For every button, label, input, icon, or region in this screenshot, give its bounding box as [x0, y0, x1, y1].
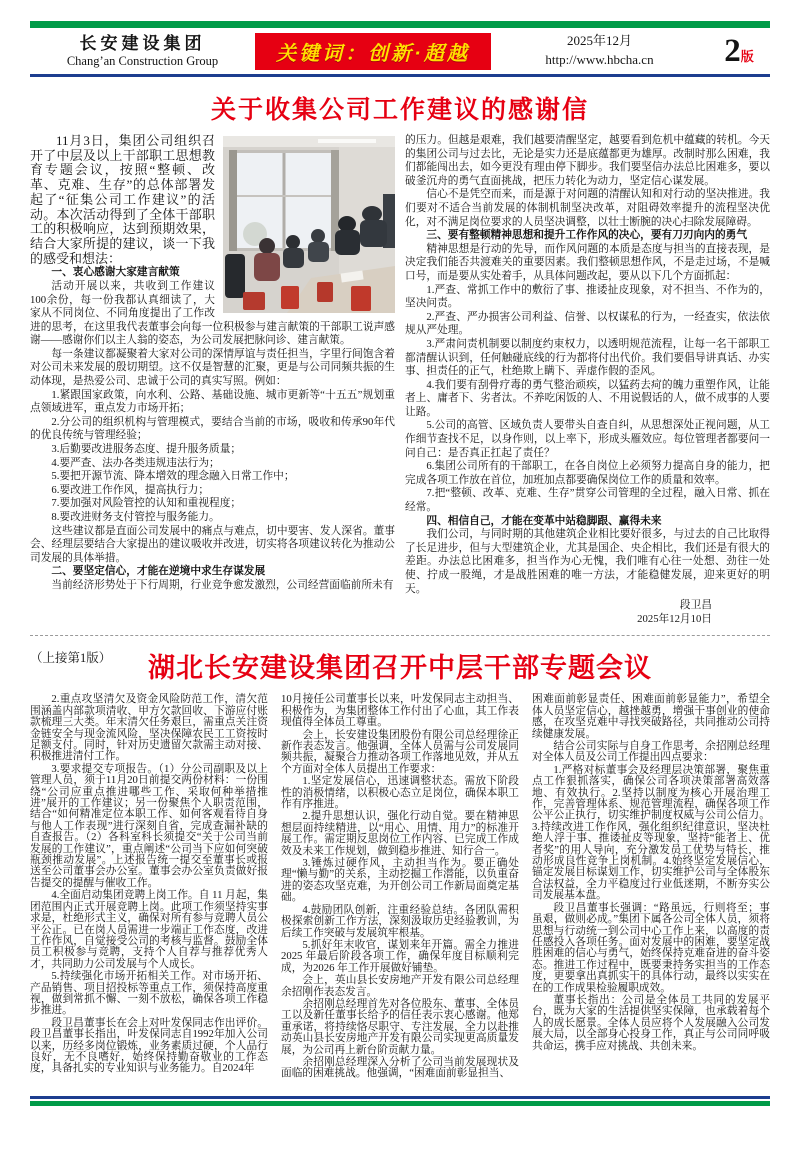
page-unit: 版 — [740, 48, 754, 64]
keyword-banner-text: 关键词：创新·超越 — [276, 42, 470, 65]
section-heading: 一、衷心感谢大家建言献策 — [51, 266, 180, 279]
paragraph: 5.持续强化市场开拓相关工作。对市场开拓、产品销售、项目招投标等重点工作，须保持高度重视，做到常抓不懈、一刻不放松，确保各项工作稳步推进。 — [30, 970, 268, 1017]
meeting-photo-illustration — [223, 136, 395, 313]
paragraph: 余招刚总经理深入分析了公司当前发展现状及面临的困难挑战。他强调，“困难面前彰显担当、 — [281, 1055, 519, 1080]
list-item: 7.把“整顿、改革、克难、生存”贯穿公司管理的全过程，融入日常、抓在经常。 — [405, 487, 770, 514]
list-item: 1.坚定发展信心，迅速调整状态。需放下阶段性的消极情绪，以积极心态立足岗位，确保本职工作有序推进。 — [281, 775, 519, 811]
paragraph: 余招刚总经理首先对各位股东、董事、全体员工以及新任董事长给予的信任表示衷心感谢。他郑重承诺，将持续恪尽职守、专注发展，全力以赴推动英山县长安房地产开发有限公司实现更高质量发展，为公司再上新台阶贡献力量。 — [281, 997, 519, 1056]
article2-title: 湖北长安建设集团召开中层干部专题会议 — [148, 653, 652, 684]
meeting-photo — [223, 136, 395, 313]
organization-name-cn: 长安建设集团 — [79, 33, 206, 53]
paragraph: 段卫昌董事长在会上对叶发保同志作出评价。段卫昌董事长指出，叶发保同志自1992年加入公司以来，历经多岗位锻炼，业务素质过硬，个人品行良好，无不良嗜好，始终保持勤奋敬业的工作态度，具备扎实的专业知识与业务能力。自2024年 — [30, 1016, 268, 1075]
top-green-rule — [30, 21, 770, 28]
signature-name: 段卫昌 — [679, 599, 712, 612]
issue-date: 2025年12月 — [566, 33, 632, 49]
paragraph: 3.要求提交专项报告。（1）分公司副职及以上管理人员，须于11月20日前提交两份材料：一份围绕“公司应重点推进哪些工作、采取何种举措推进”展开的工作建议；另一份聚焦个人职责范围，结合“如何精准定位本职工作、如何客观看待自身与他人工作表现”进行深刻自省，完成查漏补缺的自查报告。（2）各科室科长须提交“关于公司当前发展的工作建议”，重点阐述“公司当下应如何突破瓶颈推动发展”。上述报告统一提交至董事长或报送至公司董事会办公室。董事会办公室负责做好报告提交的提醒与催收工作。 — [30, 762, 268, 889]
list-item: 3.锤炼过硬作风，主动担当作为。要正确处理“懒与勤”的关系，主动挖掘工作潜能，以负重奋进的姿态攻坚克难，为开创公司工作新局面奠定基础。 — [281, 857, 519, 904]
paragraph: 的压力。但越是艰难，我们越要清醒坚定，越要看到危机中蕴藏的转机。今天的集团公司与过去比，无论是实力还是底蕴都更为雄厚。改制时那么困难，我们都能闯出去，如今更没有理由停下脚步。我们要坚信办法总比困难多，要以破釜沉舟的勇气直面挑战，把压力转化为动力，坚定信心谋发展。 — [405, 134, 770, 187]
list-item: 7.要加强对风险管控的认知和重视程度； — [51, 497, 242, 510]
list-item: 4.我们要有刮骨疗毒的勇气整治顽疾，以猛药去疴的魄力重塑作风，让能者上、庸者下、劣者汰。不养吃闲饭的人、不用说假话的人，做不成事的人要让路。 — [405, 378, 770, 418]
paragraph: 信心不是凭空而来，而是源于对问题的清醒认知和对行动的坚决推进。我们要对不适合当前发展的体制机制坚决改革，对阻碍效率提升的流程坚决优化，对不满足岗位要求的人员坚决调整，以壮士断腕的决心扫除发展障碍。 — [405, 188, 770, 228]
paragraph: 会上，英山县长安房地产开发有限公司总经理余招刚作表态发言。 — [281, 974, 519, 998]
article1-left-column — [30, 134, 395, 626]
paragraph: 2.重点攻坚清欠及资金风险防范工作，清欠范围涵盖内部款项清收、甲方欠款回收、下游应付账款梳理三大类。年末清欠任务艰巨，需重点关注资金链安全与现金流风险，坚决保障农民工工资按时足额支付。同时，针对历史遗留欠款需主动对接、积极推进清付工作。 — [30, 693, 268, 763]
paragraph: 4.全面启动集团竞聘上岗工作。自 11 月起，集团范围内正式开展竞聘上岗。此项工作须坚持实事求是，杜绝形式主义，确保对所有参与竞聘人员公平公正。已在岗人员需进一步端正工作态度，改进工作作风，自觉接受公司的考核与监督。鼓励全体员工积极参与竞聘，支持个人自荐与推荐优秀人才，共同助力公司发展与个人成长。 — [30, 889, 268, 970]
paragraph: 1.严格对标董事会及经理层决策部署，聚焦重点工作狠抓落实，确保公司各项决策部署高效落地、有效执行。2.坚持以制度为核心开展治理工作，完善管理体系、规范管理流程，确保各项工作公平公正执行，切实维护制度权威与公司公信力。3.持续改进工作作风，强化组织纪律意识，坚决杜绝人浮于事、推诿扯皮等现象，坚持“能者上、优者奖”的用人导向，充分激发员工优势与特长，推动形成良性竞争上岗机制。4.始终坚定发展信心，锚定发展目标谋划工作，切实维护公司与全体股东合法权益，全力平稳度过行业低迷期，不断夯实公司发展基本盘。 — [532, 763, 770, 902]
list-item: 6.集团公司所有的干部职工，在各自岗位上必须努力提高自身的能力，把完成各项工作放在首位，加班加点都要确保岗位工作的质量和效率。 — [405, 460, 770, 486]
paragraph: 董事长指出：公司是全体员工共同的发展平台，既为大家的生活提供坚实保障，也承载着每个人的成长愿景。全体人员应将个人发展融入公司发展大局，以全部身心投身工作，真正与公司同呼吸共命运，携手应对挑战、共创未来。 — [532, 993, 770, 1052]
paragraph: 困难面前彰显责任、困难面前彰显能力”，希望全体人员坚定信心，越挫越勇，增强干事创业的使命感，在攻坚克难中寻找突破路径，共同推动公司持续健康发展。 — [532, 693, 770, 740]
list-item: 6.要改进工作作风，提高执行力； — [51, 483, 210, 496]
continued-note: （上接第1版） — [30, 651, 112, 666]
list-item: 8.要改进财务支付管控与服务能力。 — [51, 511, 220, 524]
list-item: 3.严肃问责机制要以制度约束权力，以透明规范流程，让每一名干部职工都清醒认识到，任何触碰底线的行为都将付出代价。我们要倡导讲真话、办实事、担责任的正气，杜绝欺上瞒下、弄虚作假的歪风。 — [405, 337, 770, 378]
list-item: 4.鼓励团队创新，注重经验总结。各团队需积极探索创新工作方法，深刻汲取历史经验教训，为后续工作突破与发展筑牢根基。 — [281, 903, 519, 939]
organization-block — [30, 33, 255, 70]
list-item: 2.严查、严办损害公司利益、信誉、以权谋私的行为，一经查实，依法依规从严处理。 — [405, 310, 770, 337]
paragraph: 精神思想是行动的先导，而作风问题的本质是态度与担当的直接表现，是决定我们能否共渡难关的重要因素。我们整顿思想作风，不是走过场，不是喊口号，而是要从实处着手，从具体问题改起，要从以下几个方面抓起： — [405, 242, 770, 282]
paragraph: 段卫昌董事长强调：“路虽远，行则将至；事虽艰，做则必成。”集团下属各公司全体人员，须将思想与行动统一到公司中心工作上来，以高度的责任感投入各项任务。面对发展中的困难，要坚定战胜困难的信心与勇气，始终保持克难奋进的奋斗姿态。推进工作过程中，既要秉持务实担当的工作态度，更要拿出真抓实干的具体行动，最终以实实在在的工作成果检验履职成效。 — [532, 901, 770, 994]
list-item: 3.后勤要改进服务态度、提升服务质量； — [51, 443, 242, 456]
article2-header — [30, 636, 770, 685]
article1-body — [30, 134, 770, 626]
footer-green-rule — [30, 1101, 770, 1106]
list-item: 5.抓好年末收官，谋划来年开篇。需全力推进2025 年最后阶段各项工作，确保年度目标顺利完成，为2026 年工作开展做好铺垫。 — [281, 938, 519, 974]
list-item: 1.紧跟国家政策，向水利、公路、基础设施、城市更新等“十五五”规划重点领域进军，重点发力市场开拓； — [30, 388, 395, 415]
paragraph: 每一条建议都凝聚着大家对公司的深情厚谊与责任担当，字里行间饱含着对公司未来发展的殷切期望。这不仅是智慧的汇聚，更是与公司同频共振的生动体现，是热爱公司、忠诚于公司的真实写照。例如： — [30, 347, 395, 388]
section-heading: 三、要有整顿精神思想和提升工作作风的决心，要有刀刃向内的勇气 — [426, 229, 748, 242]
article2-column-3 — [532, 694, 770, 1080]
section-heading: 四、相信自己，才能在变革中站稳脚跟、赢得未来 — [426, 514, 662, 527]
list-item: 2.分公司的组织机构与管理模式，要结合当前的市场，吸收和传承90年代的优良传统与管理经验； — [30, 415, 395, 442]
page-number-block — [708, 33, 770, 70]
list-item: 5.要把开源节流、降本增效的理念融入日常工作中； — [51, 470, 295, 483]
organization-name-en: Chang’an Construction Group — [66, 53, 219, 68]
paragraph: 这些建议都是直面公司发展中的痛点与难点，切中要害、发人深省。董事会、经理层要结合大家提出的建议吸收并改进，切实将各项建议转化为推动公司发展的具体举措。 — [30, 524, 395, 564]
list-item: 5.公司的高管、区域负责人要带头自查自纠，从思想深处正视问题，从工作细节查找不足，以身作则，以上率下，形成头雁效应。每位管理者都要问一问自己：是否真正扛起了责任？ — [405, 419, 770, 459]
article2-column-1 — [30, 694, 268, 1080]
website-url: http://www.hbcha.cn — [545, 52, 654, 67]
list-item: 2.提升思想认识，强化行动自觉。要在精神思想层面持续精进，以“用心、用情、用力”的标准开展工作。需定期反思岗位工作内容、已完成工作成效及未来工作规划，做到稳步推进、知行合一。 — [281, 810, 519, 857]
list-item: 1.严查、常抓工作中的敷衍了事、推诿扯皮现象，对不担当、不作为的，坚决问责。 — [405, 283, 770, 310]
page-sheet — [30, 21, 770, 1081]
paragraph: 会上，长安建设集团股份有限公司总经理徐正新作表态发言。他强调，全体人员需与公司发展同频共振，凝聚合力推动各项工作落地见效，并从五个方面对全体人员提出工作要求： — [281, 728, 519, 775]
page-footer — [30, 1096, 770, 1106]
keyword-banner — [255, 33, 491, 70]
paragraph: 10月接任公司董事长以来，叶发保同志主动担当、积极作为，为集团整体工作付出了心血，其工作表现值得全体员工尊重。 — [281, 693, 519, 729]
article2-column-2 — [281, 694, 519, 1080]
paragraph: 我们公司，与同时期的其他建筑企业相比要好很多，与过去的自己比取得了长足进步，但与大型建筑企业，尤其是国企、央企相比，我们还是有很大的差距。办法总比困难多，担当作为心无愧，我们唯有心往一处想、劲往一处使、拧成一股绳，才是战胜困难的唯一方法，才能稳健发展，迎来更好的明天。 — [405, 528, 770, 595]
signature-date: 2025年12月10日 — [637, 612, 712, 625]
footer-blue-rule — [30, 1096, 770, 1099]
signature-block — [405, 599, 770, 626]
article1-intro: 11月3日，集团公司组织召开了中层及以上干部职工思想教育专题会议，按照“整顿、改革、克难、生存”的总体部署发起了“征集公司工作建议”的活动。本次活动得到了全体干部职工的积极响应，达到预期效果，结合大家所提的建议，谈一下我的感受和想法： — [30, 133, 215, 266]
paragraph: 活动开展以来，共收到工作建议100余份，每一份我都认真细读了，大家从不同岗位、不同角度提出了工作改进的思考，在这里我代表董事会向每一位积极参与建言献策的干部职工说声感谢——感谢你们以主人翁的姿态，为公司发展把脉问诊、建言献策。 — [30, 279, 395, 347]
article2-body — [30, 694, 770, 1080]
page-number: 2 — [724, 32, 741, 69]
paragraph: 结合公司实际与自身工作思考，余招刚总经理对全体人员及公司工作提出四点要求： — [532, 740, 770, 764]
section-heading: 二、要坚定信心，才能在逆境中求生存谋发展 — [51, 565, 266, 578]
article1-title: 关于收集公司工作建议的感谢信 — [210, 96, 589, 124]
paragraph: 当前经济形势处于下行周期，行业竞争愈发激烈，公司经营面临前所未有 — [51, 578, 394, 591]
masthead — [30, 28, 770, 77]
list-item: 4.要严查、法办各类违规违法行为； — [51, 456, 220, 469]
issue-info — [491, 32, 708, 70]
article1-right-column — [405, 134, 770, 626]
